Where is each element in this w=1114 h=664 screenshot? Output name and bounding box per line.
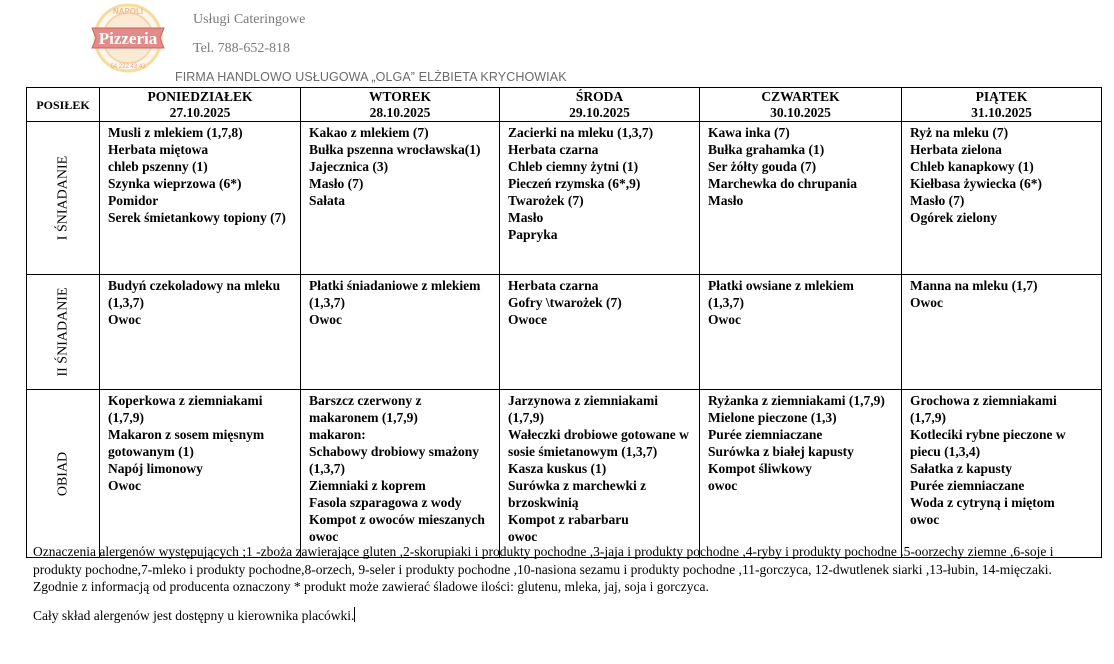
svg-text:NAPOLI: NAPOLI bbox=[112, 7, 144, 16]
day-header-wednesday bbox=[500, 88, 700, 122]
menu-item: Owoc bbox=[910, 295, 943, 310]
menu-item: Ser żółty gouda (7) bbox=[708, 159, 817, 174]
menu-item: Schabowy drobiowy smażony (1,3,7) bbox=[309, 444, 480, 476]
menu-item: Jajecznica (3) bbox=[309, 159, 389, 174]
menu-item: Owoce bbox=[508, 312, 547, 327]
menu-item: Surówka z białej kapusty bbox=[708, 444, 854, 459]
menu-item: Napój limonowy bbox=[108, 461, 203, 476]
menu-item: Płatki śniadaniowe z mlekiem (1,3,7) bbox=[309, 278, 481, 310]
svg-text:Pizzeria: Pizzeria bbox=[98, 29, 158, 48]
menu-item: Zacierki na mleku (1,3,7) bbox=[508, 125, 654, 140]
menu-item: Fasola szparagowa z wody bbox=[309, 495, 462, 510]
menu-item: Owoc bbox=[108, 478, 141, 493]
menu-table bbox=[26, 87, 1102, 558]
menu-item: Papryka bbox=[508, 227, 558, 242]
menu-item: Kompot z owoców mieszanych bbox=[309, 512, 485, 527]
menu-item: Koperkowa z ziemniakami (1,7,9) bbox=[108, 393, 263, 425]
menu-item: Masło bbox=[708, 193, 744, 208]
menu-item: Purée ziemniaczane bbox=[708, 427, 823, 442]
day-name: ŚRODA bbox=[575, 88, 624, 104]
menu-item: Pieczeń rzymska (6*,9) bbox=[508, 176, 641, 191]
menu-item: Kawa inka (7) bbox=[708, 125, 790, 140]
day-date: 28.10.2025 bbox=[369, 104, 431, 120]
menu-item: Musli z mlekiem (1,7,8) bbox=[108, 125, 243, 140]
meal-label: OBIAD bbox=[55, 451, 71, 496]
day-header-thursday bbox=[700, 88, 902, 122]
menu-item: Jarzynowa z ziemniakami (1,7,9) bbox=[508, 393, 658, 425]
menu-item: Kiełbasa żywiecka (6*) bbox=[910, 176, 1042, 191]
meal-row-breakfast-2 bbox=[27, 275, 1102, 390]
menu-item: Chleb kanapkowy (1) bbox=[910, 159, 1034, 174]
menu-cell bbox=[100, 275, 301, 390]
company-phone: Tel. 788-652-818 bbox=[193, 41, 291, 56]
day-name: WTOREK bbox=[368, 88, 431, 104]
meal-row-lunch bbox=[27, 390, 1102, 558]
menu-cell bbox=[100, 122, 301, 275]
menu-item: Ogórek zielony bbox=[910, 210, 998, 225]
day-date: 29.10.2025 bbox=[569, 104, 630, 120]
allergen-notes bbox=[33, 543, 1083, 624]
menu-item: Kakao z mlekiem (7) bbox=[309, 125, 429, 140]
menu-item: Marchewka do chrupania bbox=[708, 176, 858, 191]
menu-item: (1,3,7) bbox=[108, 295, 144, 310]
menu-item: Kasza kuskus (1) bbox=[508, 461, 607, 476]
menu-item: chleb pszenny (1) bbox=[108, 159, 208, 174]
menu-item: makaron: bbox=[309, 427, 366, 442]
day-date: 27.10.2025 bbox=[169, 104, 231, 120]
menu-item: Purée ziemniaczane bbox=[910, 478, 1025, 493]
menu-item: Herbata czarna bbox=[508, 142, 599, 157]
menu-item: Ryż na mleku (7) bbox=[910, 125, 1009, 140]
day-name: PONIEDZIAŁEK bbox=[147, 88, 253, 104]
menu-item: Ryżanka z ziemniakami (1,7,9) bbox=[708, 393, 885, 408]
logo-graphic bbox=[86, 2, 170, 74]
menu-item: Kotleciki rybne pieczone w piecu (1,3,4) bbox=[910, 427, 1066, 459]
menu-item: Manna na mleku (1,7) bbox=[910, 278, 1038, 293]
meal-label: II ŚNIADANIE bbox=[55, 287, 71, 377]
allergen-legend: Oznaczenia alergenów występujących ;1 -zboża zawierające gluten ,2-skorupiaki i produkty pochodne ,3-jaja i produkty pochodne ,4-ryby i produkty pochodne .5-oorzechy ziemne ,6-soje i produkty pochodne,7-mleko i produkty pochodne,8-orzech, 9-seler i produkty pochodne ,10-nasiona sezamu i produkty pochodne ,11-gorczyca, 12-dwutlenek siarki ,13-łubin, 14-mięczaki. Zgodnie z informacją od producenta oznaczony * produkt może zawierać śladowe ilości: glutenu, mleka, jaj, soja i gorczyca. bbox=[33, 544, 1054, 595]
menu-item: Płatki owsiane z mlekiem (1,3,7) bbox=[708, 278, 854, 310]
meal-label-cell bbox=[27, 390, 100, 558]
menu-item: Masło bbox=[508, 210, 544, 225]
menu-item: Kompot z rabarbaru bbox=[508, 512, 629, 527]
menu-item: Herbata zielona bbox=[910, 142, 1002, 157]
menu-item: Sałatka z kapusty bbox=[910, 461, 1013, 476]
menu-item: Twarożek (7) bbox=[508, 193, 584, 208]
menu-item: Surówka z marchewki z brzoskwinią bbox=[508, 478, 647, 510]
menu-item: owoc bbox=[910, 512, 940, 527]
menu-item: Herbata czarna bbox=[508, 278, 599, 293]
menu-item: Chleb ciemny żytni (1) bbox=[508, 159, 639, 174]
menu-item: owoc bbox=[309, 529, 339, 544]
menu-cell bbox=[902, 275, 1102, 390]
menu-cell bbox=[301, 390, 500, 558]
allergen-availability-note bbox=[33, 607, 1083, 625]
menu-item: Sałata bbox=[309, 193, 346, 208]
menu-cell bbox=[700, 390, 902, 558]
menu-item: Kompot śliwkowy bbox=[708, 461, 812, 476]
meal-label: I ŚNIADANIE bbox=[55, 155, 71, 241]
availability-text: Cały skład alergenów jest dostępny u kierownika placówki. bbox=[33, 607, 355, 623]
day-header-tuesday bbox=[301, 88, 500, 122]
menu-item: Bułka pszenna wrocławska(1) bbox=[309, 142, 481, 157]
menu-cell bbox=[301, 275, 500, 390]
menu-item: Pomidor bbox=[108, 193, 159, 208]
menu-item: Woda z cytryną i miętom bbox=[910, 495, 1055, 510]
menu-item: Bułka grahamka (1) bbox=[708, 142, 825, 157]
day-name: PIĄTEK bbox=[975, 88, 1028, 104]
menu-item: Makaron z sosem mięsnym gotowanym (1) bbox=[108, 427, 265, 459]
menu-cell bbox=[100, 390, 301, 558]
menu-item: Owoc bbox=[108, 312, 141, 327]
menu-cell bbox=[500, 275, 700, 390]
header-row bbox=[27, 88, 1102, 122]
menu-item: owoc bbox=[708, 478, 738, 493]
menu-cell bbox=[902, 122, 1102, 275]
meal-label-cell bbox=[27, 122, 100, 275]
menu-item: Szynka wieprzowa (6*) bbox=[108, 176, 242, 191]
menu-item: Grochowa z ziemniakami (1,7,9) bbox=[910, 393, 1057, 425]
menu-cell bbox=[700, 275, 902, 390]
menu-cell bbox=[301, 122, 500, 275]
day-header-friday bbox=[902, 88, 1102, 122]
svg-text:54 222 43 43: 54 222 43 43 bbox=[110, 64, 146, 70]
day-date: 30.10.2025 bbox=[770, 104, 831, 120]
day-header-monday bbox=[100, 88, 301, 122]
text-cursor bbox=[354, 607, 355, 622]
menu-item: Mielone pieczone (1,3) bbox=[708, 410, 837, 425]
pizzeria-logo bbox=[86, 2, 170, 74]
menu-item: Masło (7) bbox=[309, 176, 364, 191]
firm-name: FIRMA HANDLOWO USŁUGOWA „OLGA” ELŻBIETA KRYCHOWIAK bbox=[175, 70, 567, 84]
menu-item: Owoc bbox=[708, 312, 741, 327]
menu-cell bbox=[902, 390, 1102, 558]
meal-label-cell bbox=[27, 275, 100, 390]
menu-item: Masło (7) bbox=[910, 193, 965, 208]
menu-cell bbox=[700, 122, 902, 275]
company-name: Usługi Cateringowe bbox=[193, 12, 306, 27]
menu-item: Owoc bbox=[309, 312, 342, 327]
menu-item: Budyń czekoladowy na mleku bbox=[108, 278, 281, 293]
meal-column-header: POSIŁEK bbox=[27, 88, 100, 122]
meal-row-breakfast-1 bbox=[27, 122, 1102, 275]
menu-item: Herbata miętowa bbox=[108, 142, 209, 157]
menu-item: owoc bbox=[508, 529, 538, 544]
day-name: CZWARTEK bbox=[761, 88, 840, 104]
menu-item: Gofry \twarożek (7) bbox=[508, 295, 622, 310]
menu-cell bbox=[500, 390, 700, 558]
menu-cell bbox=[500, 122, 700, 275]
menu-item: Barszcz czerwony z makaronem (1,7,9) bbox=[309, 393, 422, 425]
menu-item: Wałeczki drobiowe gotowane w sosie śmietanowym (1,3,7) bbox=[508, 427, 689, 459]
menu-item: Ziemniaki z koprem bbox=[309, 478, 426, 493]
day-date: 31.10.2025 bbox=[971, 104, 1032, 120]
menu-item: Serek śmietankowy topiony (7) bbox=[108, 210, 286, 225]
